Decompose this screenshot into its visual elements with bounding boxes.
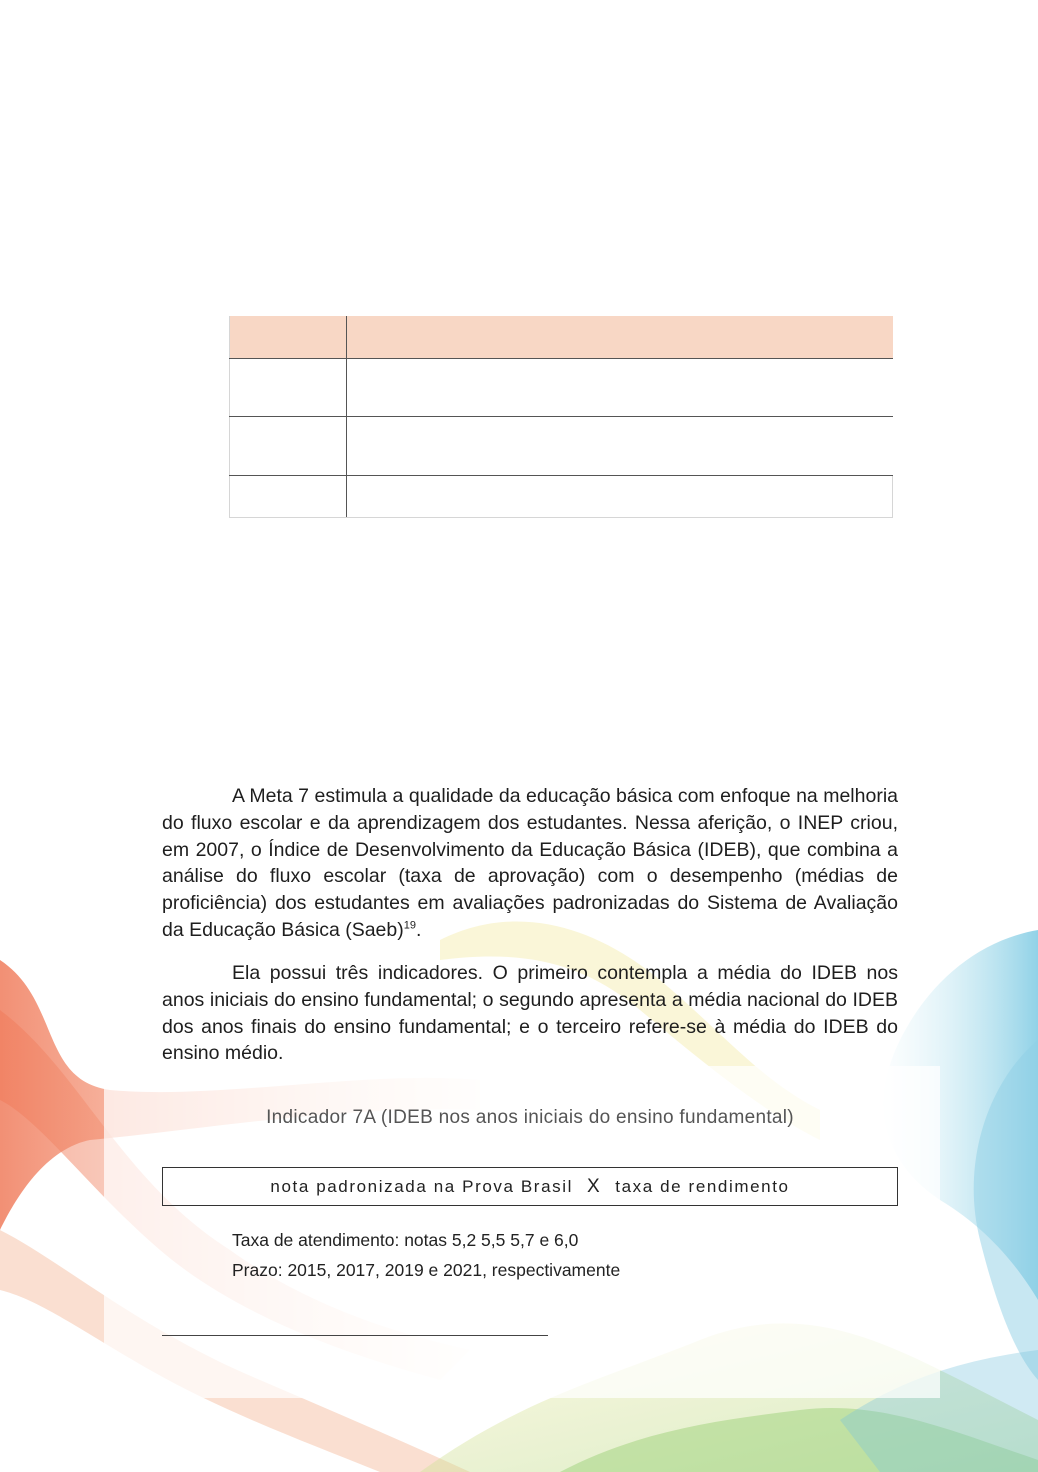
table-cell xyxy=(230,476,347,518)
indicator-deadline: Prazo: 2015, 2017, 2019 e 2021, respectivamente xyxy=(232,1260,621,1280)
table-row xyxy=(230,417,893,476)
formula-right-term: taxa de rendimento xyxy=(615,1176,790,1196)
indicator-goal: Taxa de atendimento: notas 5,2 5,5 5,7 e 6,0 xyxy=(232,1230,579,1250)
table-cell xyxy=(347,316,893,359)
table-cell xyxy=(230,417,347,476)
indicator-title: Indicador 7A (IDEB nos anos iniciais do ensino fundamental) xyxy=(266,1107,794,1128)
multiply-operator: X xyxy=(586,1175,602,1197)
paragraph-indicators: Ela possui três indicadores. O primeiro contempla a média do IDEB nos anos iniciais do ensino fundamental; o segundo apresenta a média nacional do IDEB dos anos finais do ensino fundamental; e o terceiro refere-se à média do IDEB do ensino médio. xyxy=(162,962,898,1065)
paragraph-end: . xyxy=(415,918,422,941)
indicator-formula-box xyxy=(162,1167,898,1206)
table-cell xyxy=(347,476,893,518)
paragraph-meta-7 xyxy=(162,783,898,944)
formula-left-term: nota padronizada na Prova Brasil xyxy=(270,1176,573,1196)
table-cell xyxy=(230,359,347,417)
table-cell xyxy=(347,417,893,476)
table-header-row xyxy=(230,316,893,359)
footnote-separator xyxy=(162,1335,548,1336)
empty-meta-table xyxy=(229,316,893,518)
paragraph-text: A Meta 7 estimula a qualidade da educação básica com enfoque na melhoria do fluxo escolar e da aprendizagem dos estudantes. Nessa aferição, o INEP criou, em 2007, o Índice de Desenvolvimento da Educação Básica (IDEB), que combina a análise do fluxo escolar (taxa de aprovação) com o desempenho (médias de proficiência) dos estudantes em avaliações padronizadas do Sistema de Avaliação da Educação Básica (Saeb) xyxy=(162,785,898,941)
table-row xyxy=(230,359,893,417)
table-cell xyxy=(347,359,893,417)
table-cell xyxy=(230,316,347,359)
table-row xyxy=(230,476,893,518)
footnote-reference[interactable]: 19 xyxy=(403,919,416,932)
